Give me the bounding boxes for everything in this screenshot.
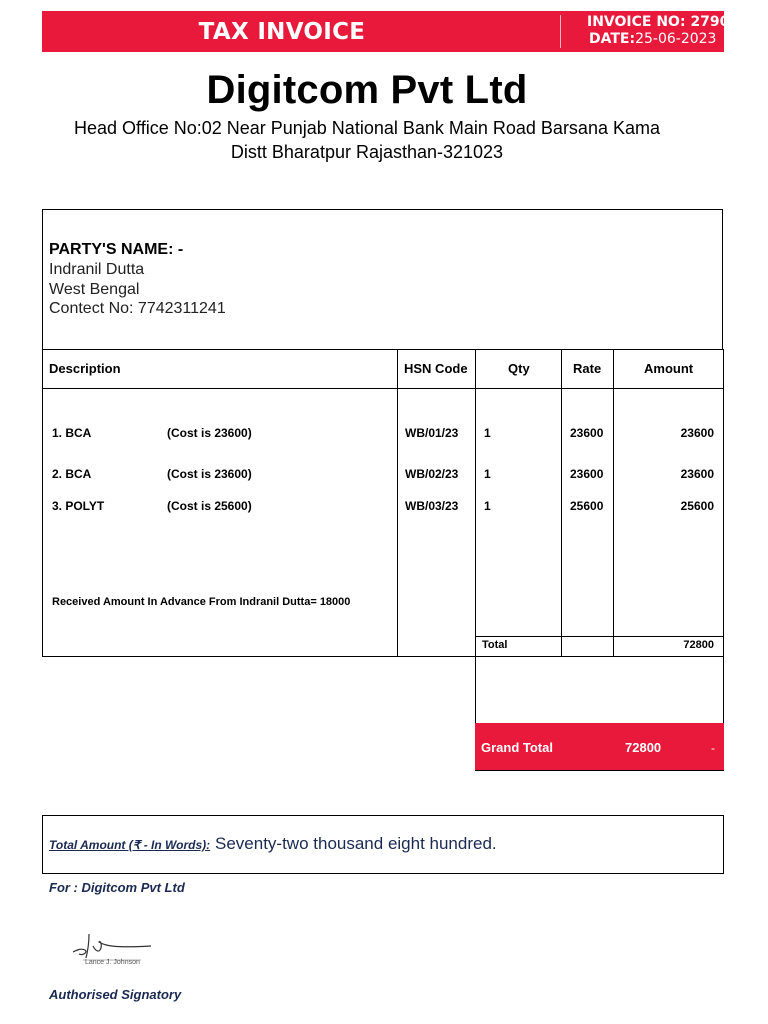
row1-hsn: WB/01/23 bbox=[405, 426, 459, 440]
row3-hsn: WB/03/23 bbox=[405, 499, 459, 513]
header-hsn-code: HSN Code bbox=[404, 361, 468, 376]
row3-amount: 25600 bbox=[680, 499, 714, 513]
table-bottom-border bbox=[42, 656, 724, 657]
header-divider bbox=[560, 15, 561, 48]
amount-in-words-label: Total Amount (₹ - In Words): bbox=[49, 838, 211, 852]
table-left-border bbox=[42, 349, 43, 657]
invoice-date-label: DATE: bbox=[589, 31, 636, 47]
row1-item: 1. BCA bbox=[52, 426, 92, 440]
row2-rate: 23600 bbox=[570, 467, 604, 481]
row2-qty: 1 bbox=[484, 467, 491, 481]
column-divider-hsn bbox=[397, 349, 398, 657]
table-top-border bbox=[42, 349, 724, 350]
header-description: Description bbox=[49, 361, 121, 376]
grand-total-dash: - bbox=[711, 741, 715, 755]
invoice-date bbox=[589, 31, 716, 47]
table-header-border bbox=[42, 388, 724, 389]
row1-rate: 23600 bbox=[570, 426, 604, 440]
for-company-line: For : Digitcom Pvt Ltd bbox=[49, 880, 185, 895]
grand-total-value: 72800 bbox=[625, 740, 662, 755]
header-qty: Qty bbox=[508, 361, 530, 376]
row3-note: (Cost is 25600) bbox=[167, 499, 252, 513]
amount-in-words-value: Seventy-two thousand eight hundred. bbox=[215, 834, 497, 853]
party-box bbox=[42, 209, 723, 349]
row1-note: (Cost is 23600) bbox=[167, 426, 252, 440]
party-state: West Bengal bbox=[49, 281, 140, 298]
row3-item: 3. POLYT bbox=[52, 499, 105, 513]
advance-remark: Received Amount In Advance From Indranil Dutta= 18000 bbox=[52, 596, 351, 608]
party-name: Indranil Dutta bbox=[49, 261, 145, 278]
total-value: 72800 bbox=[683, 639, 714, 651]
table-right-border bbox=[723, 349, 724, 771]
grand-total-label: Grand Total bbox=[481, 740, 553, 755]
grand-total-bottom-border bbox=[475, 770, 724, 771]
row3-rate: 25600 bbox=[570, 499, 604, 513]
company-address-line1: Head Office No:02 Near Punjab National Bank Main Road Barsana Kama bbox=[73, 118, 660, 138]
party-title: PARTY'S NAME: - bbox=[49, 241, 184, 258]
document-title: TAX INVOICE bbox=[198, 18, 366, 45]
company-name: Digitcom Pvt Ltd bbox=[206, 68, 528, 112]
row2-amount: 23600 bbox=[680, 467, 714, 481]
row2-item: 2. BCA bbox=[52, 467, 92, 481]
row2-note: (Cost is 23600) bbox=[167, 467, 252, 481]
invoice-number bbox=[587, 14, 729, 30]
column-divider-qty bbox=[475, 349, 476, 771]
total-label: Total bbox=[482, 639, 508, 651]
row1-amount: 23600 bbox=[680, 426, 714, 440]
invoice-number-label: INVOICE NO: bbox=[587, 14, 686, 30]
row2-hsn: WB/02/23 bbox=[405, 467, 459, 481]
header-rate: Rate bbox=[573, 361, 602, 376]
row1-qty: 1 bbox=[484, 426, 491, 440]
invoice-date-value: 25-06-2023 bbox=[635, 31, 717, 47]
signatory-name: Lance J. Johnson bbox=[85, 959, 140, 966]
total-row-top-border bbox=[475, 636, 724, 637]
party-contact: Contect No: 7742311241 bbox=[49, 300, 226, 317]
row3-qty: 1 bbox=[484, 499, 491, 513]
header-amount: Amount bbox=[644, 361, 694, 376]
company-address-line2: Distt Bharatpur Rajasthan-321023 bbox=[230, 142, 504, 162]
column-divider-rate bbox=[561, 349, 562, 657]
authorised-signatory: Authorised Signatory bbox=[49, 987, 182, 1002]
invoice-number-value: 2790 bbox=[690, 14, 730, 30]
